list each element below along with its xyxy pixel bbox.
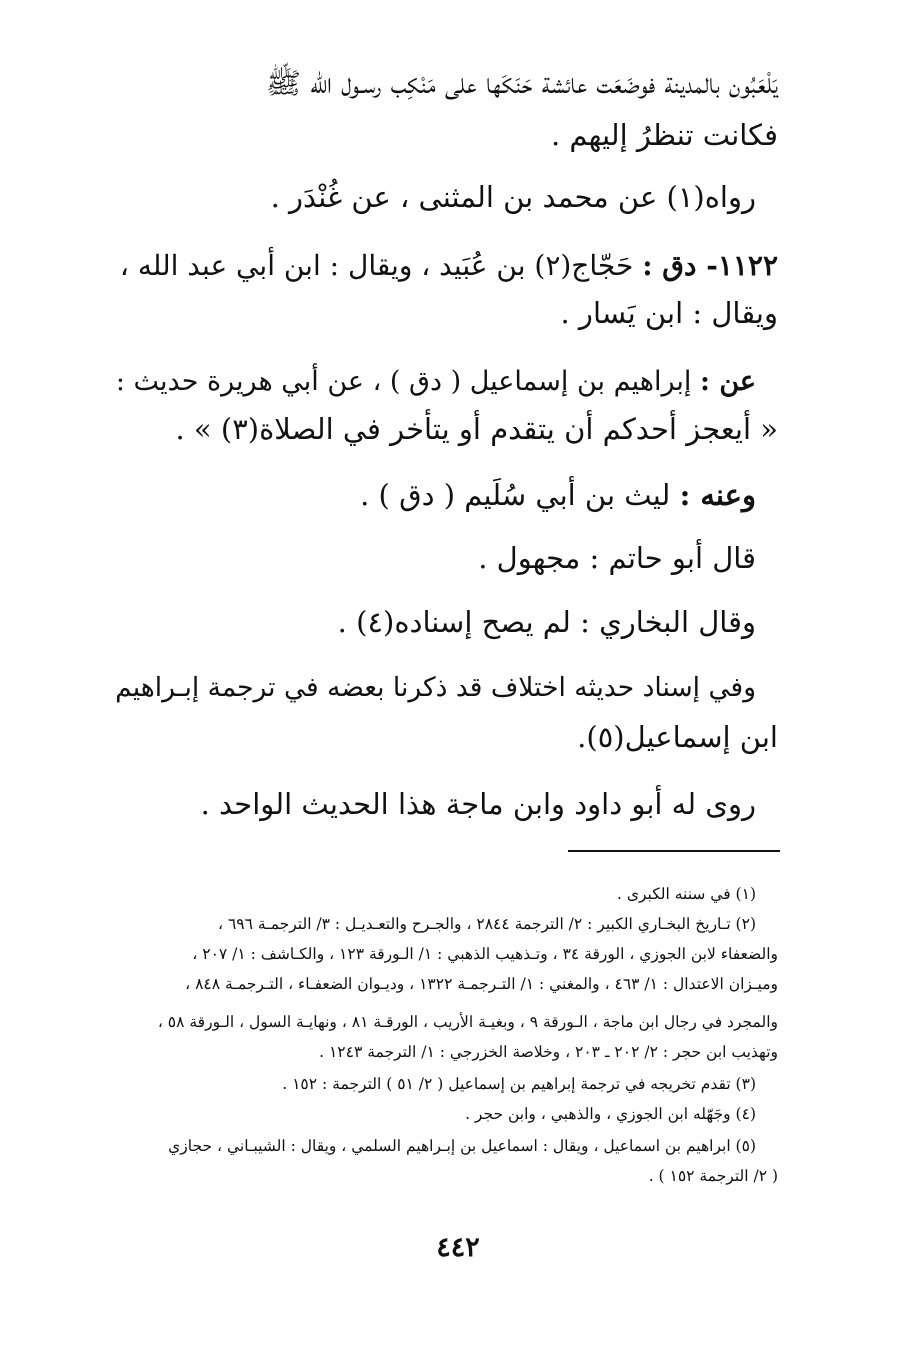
narrator-from-line xyxy=(110,365,756,399)
body-text-line: روى له أبو داود وابن ماجة هذا الحديث الواحد . xyxy=(200,787,756,821)
footnote-2-line: والمجرد في رجال ابن ماجة ، الـورقة ٩ ، وبغيـة الأريب ، الورقـة ٨١ ، ونهايـة السول ، الـورقة ٥٨ ، xyxy=(157,1013,778,1031)
footnote-2-line: والضعفاء لابن الجوزي ، الورقة ٣٤ ، وتـذهيب الذهبي : ١/ الـورقة ١٢٣ ، والكـاشف : ١/ ٢٠٧ ، xyxy=(192,945,778,963)
hadith-quote-line: « أيعجز أحدكم أن يتقدم أو يتأخر في الصلاة(٣) » . xyxy=(175,412,778,446)
body-text-line: ويقال : ابن يَسار . xyxy=(560,296,778,330)
footnote-5-line: ( ٢/ الترجمة ١٥٢ ) . xyxy=(648,1167,778,1185)
entry-number: ١١٢٢- دق : xyxy=(642,249,778,282)
entry-name-text: حَجّاج(٢) بن عُبَيد ، ويقال : ابن أبي عبد الله ، xyxy=(119,249,643,282)
page-number: ٤٤٢ xyxy=(436,1232,480,1263)
body-text-line: وفي إسناد حديثه اختلاف قد ذكرنا بعضه في ترجمة إبـراهيم xyxy=(115,672,756,703)
narrated-by-text: ليث بن أبي سُلَيم ( دق ) . xyxy=(360,478,680,512)
body-text-line: يَلْعَبُون بالمدينة فوضَعَت عائشة حَنَكَها على مَنْكِب رسـول اللّه ﷺ xyxy=(265,66,778,100)
footnote-divider xyxy=(568,850,780,852)
body-text-line: قال أبو حاتم : مجهول . xyxy=(478,541,756,575)
body-text-line: فكانت تنظرُ إليهم . xyxy=(550,118,778,152)
entry-heading-line xyxy=(110,249,778,283)
footnote-3: (٣) تقدم تخريجه في ترجمة إبراهيم بن إسماعيل ( ٢/ ٥١ ) الترجمة : ١٥٢ . xyxy=(282,1075,756,1093)
footnote-2-line: وميـزان الاعتدال : ١/ ٤٦٣ ، والمغني : ١/ التـرجمـة ١٣٢٢ ، وديـوان الضعفـاء ، التـرجمـة ٨٤٨ ، xyxy=(185,975,778,993)
footnote-2-line: وتهذيب ابن حجر : ٢/ ٢٠٢ ـ ٢٠٣ ، وخلاصة الخزرجي : ١/ الترجمة ١٢٤٣ . xyxy=(319,1043,778,1061)
footnote-4: (٤) وجَهّله ابن الجوزي ، والذهبي ، وابن حجر . xyxy=(465,1105,756,1123)
footnote-5-line: (٥) ابراهيم بن اسماعيل ، ويقال : اسماعيل بن إبـراهيم السلمي ، ويقال : الشيبـاني ، حجازي xyxy=(168,1137,756,1155)
footnote-2-line: (٢) تـاريخ البخـاري الكبير : ٢/ الترجمة ٢٨٤٤ ، والجـرح والتعـديـل : ٣/ الترجمـة ٦٩٦ ، xyxy=(218,915,756,933)
narrator-to-line xyxy=(110,478,756,512)
body-text-line: ابن إسماعيل(٥). xyxy=(577,720,778,754)
body-text-line: رواه(١) عن محمد بن المثنى ، عن غُنْدَر . xyxy=(270,180,756,214)
body-text-line: وقال البخاري : لم يصح إسناده(٤) . xyxy=(337,605,756,639)
from-text: إبراهيم بن إسماعيل ( دق ) ، عن أبي هريرة حديث : xyxy=(115,366,700,397)
narrated-by-label: وعنه : xyxy=(679,478,756,512)
footnote-1: (١) في سننه الكبرى . xyxy=(616,885,756,903)
from-label: عن : xyxy=(699,366,756,397)
